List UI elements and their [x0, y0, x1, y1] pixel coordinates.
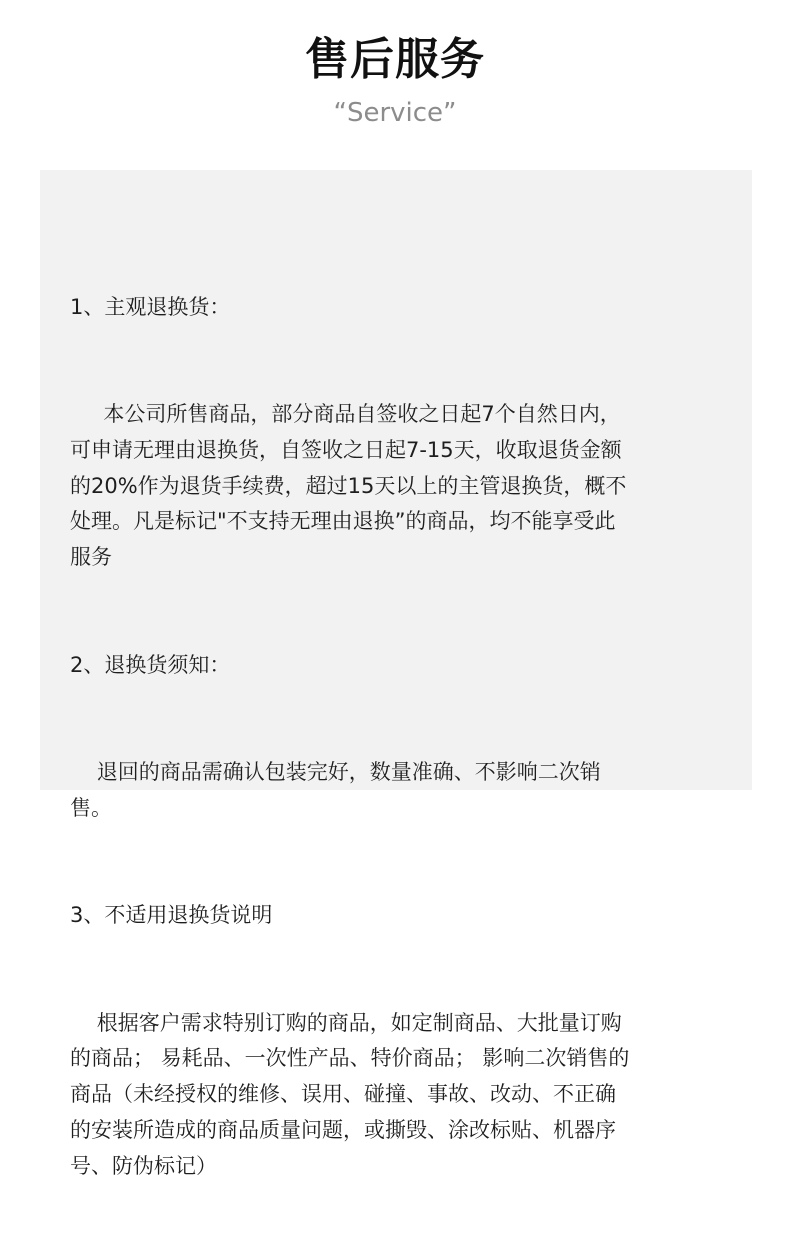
section-paragraph-return-notice: 退回的商品需确认包装完好，数量准确、不影响二次销 售。	[70, 759, 601, 820]
policy-text	[70, 218, 722, 1256]
policy-panel	[40, 170, 752, 1178]
section-heading-return-notice: 2、退换货须知：	[70, 652, 231, 677]
section-paragraph-subjective-return: 本公司所售商品，部分商品自签收之日起7个自然日内， 可申请无理由退换货，自签收之日起7-15天，收取退货金额 的20%作为退货手续费，超过15天以上的主管退换货，概不 处理。凡是标记"不支持无理由退换”的商品，均不能享受此 服务	[70, 401, 627, 570]
section-paragraph-non-returnable: 根据客户需求特别订购的商品，如定制商品、大批量订购 的商品； 易耗品、一次性产品、特价商品； 影响二次销售的 商品（未经授权的维修、误用、碰撞、事故、改动、不正确 的安装所造成的商品质量问题，或撕毁、涂改标贴、机器序 号、防伪标记）	[70, 1010, 630, 1178]
page-subtitle: “Service”	[333, 98, 457, 128]
section-heading-subjective-return: 1、主观退换货：	[70, 294, 231, 319]
section-heading-non-returnable: 3、不适用退换货说明	[70, 903, 273, 928]
page-title: 售后服务	[305, 34, 485, 85]
